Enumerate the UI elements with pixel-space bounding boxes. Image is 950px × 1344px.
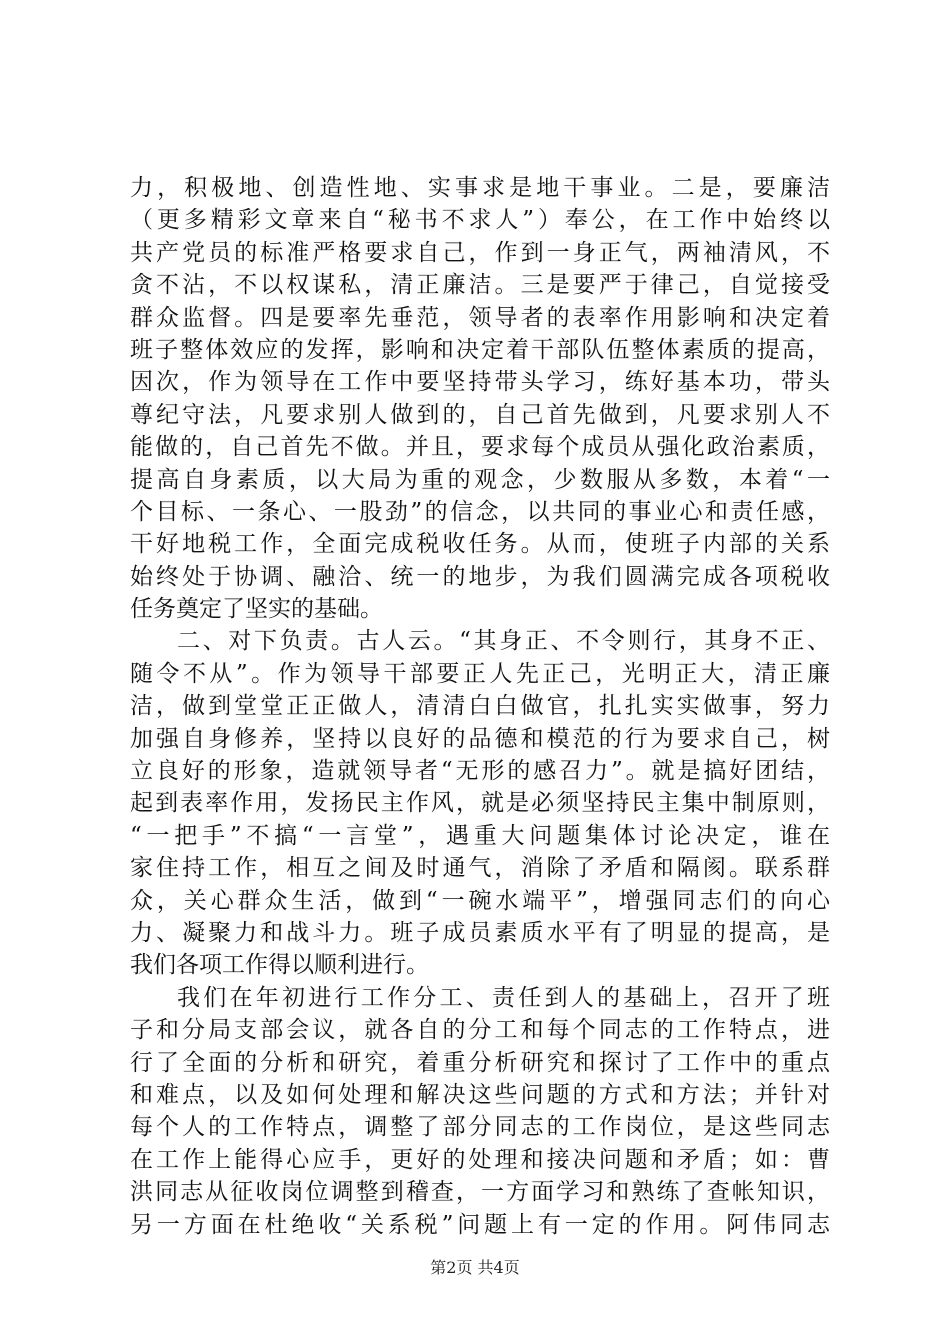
text-line: 我们各项工作得以顺利进行。 xyxy=(130,952,429,979)
text-line: 行了全面的分析和研究，着重分析研究和探讨了工作中的重点 xyxy=(130,1049,830,1076)
text-line: 共产党员的标准严格要求自己，作到一身正气，两袖清风，不 xyxy=(130,239,830,266)
text-line: 贪不沾，不以权谋私，清正廉洁。三是要严于律己，自觉接受 xyxy=(130,272,830,299)
text-line: 始终处于协调、融洽、统一的地步，为我们圆满完成各项税收 xyxy=(130,563,830,590)
text-line: 立良好的形象，造就领导者“无形的感召力”。就是搞好团结， xyxy=(130,758,830,785)
text-line: 能做的，自己首先不做。并且，要求每个成员从强化政治素质， xyxy=(130,434,830,461)
paragraph xyxy=(130,982,830,1241)
paragraph xyxy=(130,625,830,981)
paragraph xyxy=(130,172,830,625)
text-line: 起到表率作用，发扬民主作风，就是必须坚持民主集中制原则， xyxy=(130,790,830,817)
text-line: 众，关心群众生活，做到“一碗水端平”，增强同志们的向心 xyxy=(130,887,830,914)
body-text xyxy=(130,172,830,1241)
text-line: 在工作上能得心应手，更好的处理和接决问题和矛盾；如：曹 xyxy=(130,1146,830,1173)
text-line: 子和分局支部会议，就各自的分工和每个同志的工作特点，进 xyxy=(130,1017,830,1044)
text-line: 每个人的工作特点，调整了部分同志的工作岗位，是这些同志 xyxy=(130,1114,830,1141)
page-footer: 第2页 共4页 xyxy=(430,1258,520,1277)
text-line: 家住持工作，相互之间及时通气，消除了矛盾和隔阂。联系群 xyxy=(130,855,830,882)
text-line: 二、对下负责。古人云。“其身正、不令则行，其身不正、 xyxy=(177,628,830,655)
text-line: 干好地税工作，全面完成税收任务。从而，使班子内部的关系 xyxy=(130,531,830,558)
text-line: 任务奠定了坚实的基础。 xyxy=(130,596,383,623)
text-line: 提高自身素质，以大局为重的观念，少数服从多数，本着“一 xyxy=(130,466,830,493)
text-line: 随令不从”。作为领导干部要正人先正己，光明正大，清正廉 xyxy=(130,660,830,687)
text-line: 另一方面在杜绝收“关系税”问题上有一定的作用。阿伟同志 xyxy=(130,1211,830,1238)
text-line: 洪同志从征收岗位调整到稽查，一方面学习和熟练了查帐知识， xyxy=(130,1179,830,1206)
text-line: “一把手”不搞“一言堂”，遇重大问题集体讨论决定，谁在 xyxy=(130,822,830,849)
text-line: 洁，做到堂堂正正做人，清清白白做官，扎扎实实做事，努力 xyxy=(130,693,830,720)
text-line: 力、凝聚力和战斗力。班子成员素质水平有了明显的提高，是 xyxy=(130,919,830,946)
text-line: 群众监督。四是要率先垂范，领导者的表率作用影响和决定着 xyxy=(130,304,830,331)
text-line: 和难点，以及如何处理和解决这些问题的方式和方法；并针对 xyxy=(130,1081,830,1108)
text-line: （更多精彩文章来自“秘书不求人”）奉公，在工作中始终以 xyxy=(130,207,830,234)
text-line: 因次，作为领导在工作中要坚持带头学习，练好基本功，带头 xyxy=(130,369,830,396)
text-line: 力，积极地、创造性地、实事求是地干事业。二是，要廉洁 xyxy=(130,175,830,201)
text-line: 加强自身修养，坚持以良好的品德和模范的行为要求自己，树 xyxy=(130,725,830,752)
text-line: 我们在年初进行工作分工、责任到人的基础上，召开了班 xyxy=(177,984,830,1011)
text-line: 班子整体效应的发挥，影响和决定着干部队伍整体素质的提高， xyxy=(130,336,830,363)
text-line: 尊纪守法，凡要求别人做到的，自己首先做到，凡要求别人不 xyxy=(130,401,830,428)
text-line: 个目标、一条心、一股劲”的信念，以共同的事业心和责任感， xyxy=(130,498,830,525)
